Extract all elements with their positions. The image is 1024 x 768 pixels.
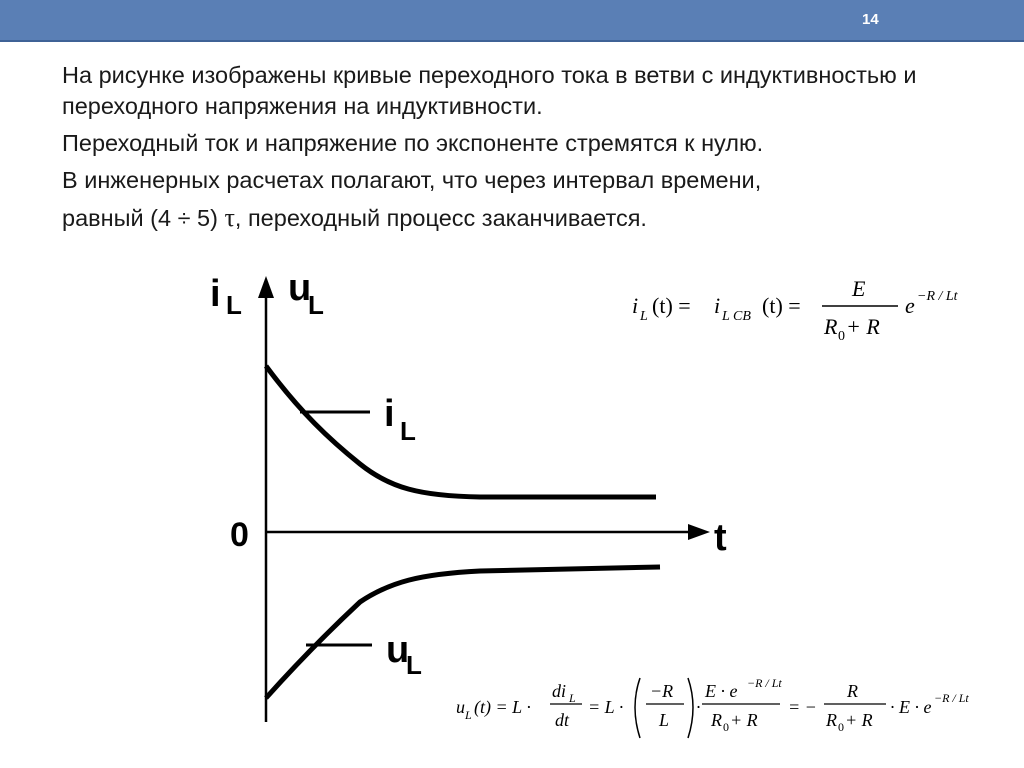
y-axis-arrow bbox=[258, 276, 274, 298]
f2-den3-r: R bbox=[711, 710, 722, 730]
f2-paren-right bbox=[688, 678, 693, 738]
f2-tail: · E · e bbox=[890, 697, 932, 717]
f2-eq2: = L · bbox=[588, 697, 624, 717]
f1-mid-i: i bbox=[714, 293, 721, 318]
f1-den-sub: 0 bbox=[838, 329, 845, 344]
f2-neg-r: −R bbox=[650, 681, 674, 701]
f1-i: i bbox=[632, 293, 639, 318]
voltage-formula bbox=[456, 676, 969, 738]
f1-den-plus: + R bbox=[846, 314, 880, 339]
f2-dt: dt bbox=[555, 710, 570, 730]
y-label-i-sub: L bbox=[226, 290, 242, 320]
f1-den-r: R bbox=[824, 314, 838, 339]
f2-tail-pow: −R / Lt bbox=[934, 691, 969, 705]
f2-num3-pow: −R / Lt bbox=[747, 676, 782, 690]
paragraph-2: Переходный ток и напряжение по экспоненте стремятся к нулю. bbox=[62, 130, 764, 156]
f2-paren-left bbox=[635, 678, 640, 738]
f1-t: (t) = bbox=[652, 293, 691, 318]
current-formula bbox=[632, 276, 959, 344]
tau-symbol: τ bbox=[224, 203, 235, 232]
f2-num4: R bbox=[847, 681, 858, 701]
f2-di: di bbox=[552, 681, 567, 701]
f2-den4-plus: + R bbox=[845, 710, 873, 730]
f1-mid-t: (t) = bbox=[762, 293, 801, 318]
slide-number: 14 bbox=[862, 11, 879, 28]
f1-exp-pow: −R / Lt bbox=[917, 289, 958, 304]
f2-den3-plus: + R bbox=[730, 710, 758, 730]
f2-den4-sub: 0 bbox=[838, 720, 844, 734]
voltage-curve bbox=[266, 567, 660, 698]
f2-eq3: = − bbox=[788, 697, 817, 717]
y-label-i: i bbox=[210, 273, 221, 315]
f2-u-t: (t) = L · bbox=[474, 697, 531, 717]
f1-i-sub: L bbox=[640, 309, 648, 324]
paragraph-4-start: равный (4 ÷ 5) bbox=[62, 205, 225, 231]
f2-den3-sub: 0 bbox=[723, 720, 729, 734]
f2-u: u bbox=[456, 697, 465, 717]
f1-mid-sub: L CB bbox=[722, 309, 751, 324]
f2-l: L bbox=[659, 710, 670, 730]
curve-label-u-sub: L bbox=[406, 650, 422, 680]
f2-dot: · bbox=[696, 697, 701, 717]
y-label-u-sub: L bbox=[308, 290, 324, 320]
f2-di-sub: L bbox=[569, 691, 576, 705]
x-axis-arrow bbox=[688, 524, 710, 540]
f2-num3: E · e bbox=[705, 681, 738, 701]
f1-num: E bbox=[852, 276, 866, 301]
curve-label-i: i bbox=[384, 393, 395, 435]
f2-den4-r: R bbox=[826, 710, 837, 730]
current-curve bbox=[266, 366, 656, 497]
y-label-u: u bbox=[288, 267, 312, 309]
curve-label-i-sub: L bbox=[400, 416, 416, 446]
paragraph-3: В инженерных расчетах полагают, что через интервал времени, bbox=[62, 167, 762, 193]
zero-label: 0 bbox=[230, 516, 249, 554]
curve-label-u: u bbox=[386, 629, 410, 671]
paragraph-4-end: , переходный процесс заканчивается. bbox=[234, 205, 647, 231]
f1-exp-base: e bbox=[905, 293, 915, 318]
x-label-t: t bbox=[714, 517, 727, 559]
f2-u-sub: L bbox=[465, 708, 472, 722]
paragraph-1: На рисунке изображены кривые переходного тока в ветви с индуктивностью и переходного напряжения на индуктивности. bbox=[62, 62, 917, 119]
